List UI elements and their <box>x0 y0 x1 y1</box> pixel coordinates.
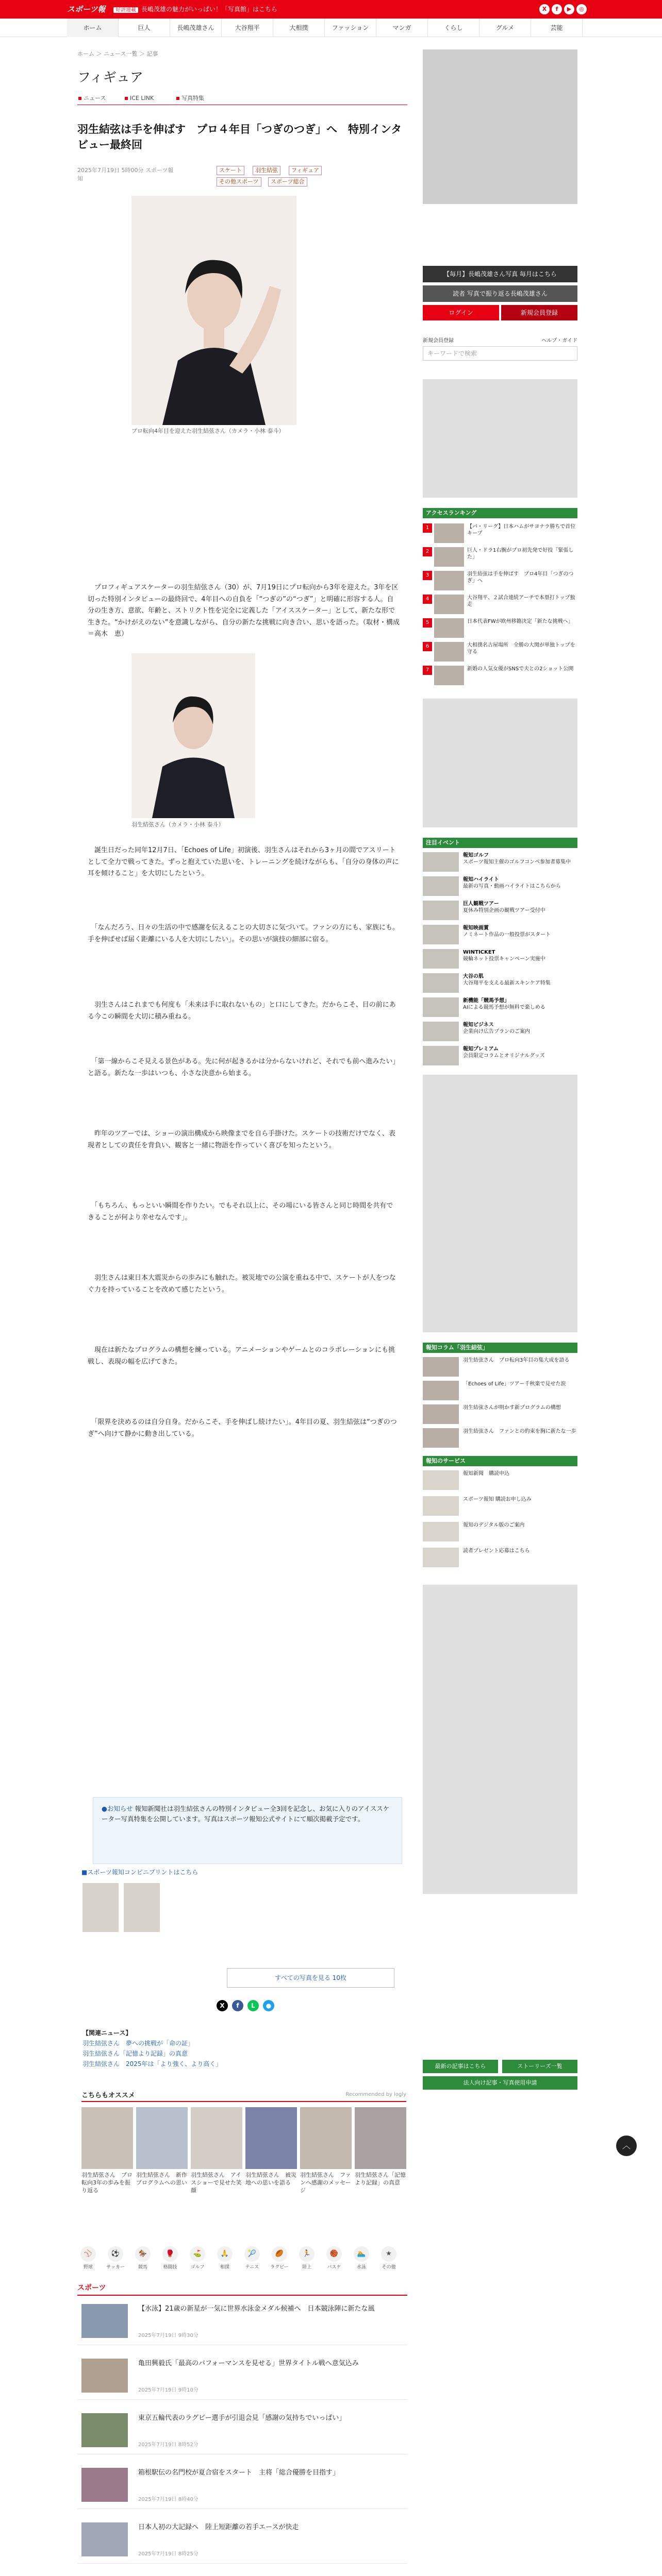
column-item[interactable] <box>423 1356 577 1378</box>
event-heading: 新機能「競馬予想」 <box>463 998 509 1004</box>
recommend-header <box>81 2090 406 2102</box>
recommend-card[interactable] <box>355 2107 406 2202</box>
site-logo[interactable]: スポーツ報 <box>67 5 106 14</box>
event-heading: 報知ハイライト <box>463 877 499 883</box>
register-button[interactable]: 新規会員登録 <box>501 305 577 320</box>
news-title: 亀田興毅氏「最高のパフォーマンスを見せる」世界タイトル戦へ意気込み <box>138 2360 359 2367</box>
x-social-icon[interactable]: X <box>539 4 550 14</box>
news-date: 2025年7月19日 8時52分 <box>138 2442 198 2448</box>
ranking-number: 5 <box>423 618 432 628</box>
news-title: 東京五輪代表のラグビー選手が引退会見「感謝の気持ちでいっぱい」 <box>138 2414 346 2422</box>
print-link-text[interactable]: ■スポーツ報知コンビニプリントはこちら <box>81 1869 198 1876</box>
notice-text: 報知新聞社は羽生結弦さんの特別インタビュー全3回を記念し、お気に入りのアイススケーター写真特集を公開しています。写真はスポーツ報知公式サイトにて順次掲載予定です。 <box>102 1805 390 1823</box>
news-item[interactable] <box>77 2462 407 2509</box>
sidebar-ad[interactable] <box>423 1075 577 1332</box>
article-paragraph: 昨年のツアーでは、ショーの演出構成から映像までを自ら手掛けた。スケートの技術だけでなく、表現者としての責任を背負い、観客と一緒に物語を作っていく喜びを知ったという。 <box>88 1130 395 1149</box>
all-photos-button[interactable]: すべての写真を見る 10枚 <box>227 1968 394 1988</box>
category-icon: ⛳ <box>190 2246 205 2262</box>
ranking-thumbnail <box>434 523 464 543</box>
ranking-item[interactable] <box>423 522 577 545</box>
category-icon: 🏀 <box>326 2246 342 2262</box>
category-label: 水泳 <box>356 2265 366 2270</box>
sidebar-promo-banner[interactable]: 【毎月】長嶋茂雄さん写真 毎月はこちら <box>423 266 577 282</box>
ranking-thumbnail <box>434 642 464 662</box>
notice-box <box>93 1797 402 1864</box>
sidebar-ad[interactable] <box>423 49 577 204</box>
event-item[interactable] <box>423 875 577 897</box>
event-thumbnail <box>423 901 459 920</box>
nav-item[interactable]: 大谷翔平 <box>222 19 273 37</box>
category-item[interactable] <box>378 2246 400 2270</box>
ranking-text: 巨人・ドラ1右腕がプロ初先発で好投「緊張した」 <box>467 548 574 560</box>
news-thumbnail <box>81 2468 128 2502</box>
news-thumbnail <box>81 2304 128 2338</box>
category-label: 陸上 <box>302 2265 311 2270</box>
event-thumbnail <box>423 973 459 993</box>
news-item[interactable] <box>77 2516 407 2564</box>
event-item[interactable] <box>423 900 577 921</box>
article-paragraph: 羽生さんは東日本大震災からの歩みにも触れた。被災地での公演を重ねる中で、スケートが人をつなぐ力を持っていることを改めて感じたという。 <box>88 1274 396 1294</box>
category-icon: ⚾ <box>80 2246 96 2262</box>
event-heading: 報知映画賞 <box>463 925 489 931</box>
article-paragraph: 現在は新たなプログラムの構想を練っている。アニメーションやゲームとのコラボレーションにも挑戦し、表現の幅を広げてきた。 <box>88 1346 395 1366</box>
category-label: 格闘技 <box>163 2265 177 2270</box>
keyword-tag[interactable]: 羽生結弦 <box>253 166 280 175</box>
ranking-text: 大相撲名古屋場所 全勝の大関が単独トップを守る <box>467 642 575 655</box>
category-item[interactable] <box>214 2246 236 2270</box>
column-item[interactable] <box>423 1403 577 1425</box>
service-item[interactable] <box>423 1495 577 1517</box>
news-item[interactable] <box>77 2571 407 2576</box>
keyword-tag[interactable]: スポーツ総合 <box>268 177 307 187</box>
ranking-item[interactable] <box>423 546 577 569</box>
account-link[interactable]: 新規会員登録 <box>423 338 454 344</box>
promo-text: 長嶋茂雄の魅力がいっぱい！「写真館」はこちら <box>141 6 278 13</box>
photo-caption-2: 羽生結弦さん（カメラ・小林 泰斗） <box>131 821 224 828</box>
tab-ice-link[interactable]: ICE LINK <box>124 93 154 104</box>
event-text: 夏休み特別企画の観戦ツアー受付中 <box>463 908 545 913</box>
print-link[interactable] <box>81 1868 198 1876</box>
nav-item[interactable]: マンガ <box>376 19 428 37</box>
nav-item[interactable]: ファッション <box>325 19 376 37</box>
news-thumbnail <box>81 2359 128 2393</box>
article-paragraph: 「なんだろう、日々の生活の中で感謝を伝えることの大切さに気づいて。ファンの方にも、家族にも。手を伸ばせば届く距離にいる人を大切にしたい」。その思いが演技の細部に宿る。 <box>88 924 399 943</box>
news-date: 2025年7月19日 9時10分 <box>138 2387 198 2393</box>
event-text: 会員限定コラムとオリジナルグッズ <box>463 1053 545 1059</box>
recommend-title: こちらもオススメ <box>81 2092 135 2099</box>
category-label: サッカー <box>106 2265 125 2270</box>
category-item[interactable] <box>323 2246 345 2270</box>
column-thumbnail <box>423 1404 459 1424</box>
category-item[interactable] <box>105 2246 126 2270</box>
event-item[interactable] <box>423 996 577 1018</box>
event-text: 最新の写真・動画ハイライトはこちらから <box>463 884 561 889</box>
nav-item[interactable]: ホーム <box>67 19 119 37</box>
category-item[interactable] <box>77 2246 99 2270</box>
category-icon: 🏊 <box>354 2246 369 2262</box>
sport-category-row <box>77 2246 407 2277</box>
category-label: ゴルフ <box>190 2265 205 2270</box>
service-thumbnail <box>423 1470 459 1490</box>
ranking-thumbnail <box>434 571 464 590</box>
recommend-card[interactable] <box>136 2107 188 2202</box>
category-icon: ⚽ <box>108 2246 123 2262</box>
event-text: ノミネート作品の一般投票がスタート <box>463 932 551 938</box>
ranking-text: 日本代表FWが欧州移籍決定「新たな挑戦へ」 <box>467 619 573 624</box>
event-item[interactable] <box>423 1021 577 1042</box>
back-to-top-button[interactable]: ︿ <box>616 2136 637 2156</box>
ranking-item[interactable] <box>423 594 577 616</box>
column-item[interactable] <box>423 1427 577 1449</box>
promo-tag: 好評連載 <box>113 7 138 13</box>
service-thumbnail <box>423 1496 459 1516</box>
recommend-card[interactable] <box>245 2107 297 2202</box>
category-item[interactable] <box>241 2246 263 2270</box>
column-text: 羽生結弦さん ファンとの約束を胸に新たな一歩 <box>463 1429 576 1434</box>
service-item[interactable] <box>423 1469 577 1491</box>
tab-news[interactable]: ニュース <box>77 93 106 104</box>
ranking-number: 7 <box>423 666 432 675</box>
category-icon: 🎾 <box>244 2246 260 2262</box>
share-x-icon[interactable]: X <box>217 2000 228 2011</box>
event-thumbnail <box>423 949 459 969</box>
event-text: AIによる競馬予想が無料で楽しめる <box>463 1005 545 1010</box>
article-paragraph: 誕生日だった同年12月7日、「Echoes of Life」初演後、羽生さんはそれから3ヶ月の間でアスリートとして全力で戦ってきた。ずっと抱えていた思いを、トレーニングを続けながらも、「自分の身体の声に耳を傾けること」を大切にしたという。 <box>88 846 399 877</box>
category-label: 競馬 <box>138 2265 147 2270</box>
article-photo-1[interactable] <box>131 196 296 425</box>
share-other-icon[interactable]: ● <box>263 2000 274 2011</box>
ranking-number: 4 <box>423 595 432 604</box>
event-heading: 報知プレミアム <box>463 1046 499 1052</box>
login-button[interactable]: ログイン <box>423 305 499 320</box>
instagram-social-icon[interactable]: ◎ <box>576 4 587 14</box>
recommend-card[interactable] <box>81 2107 133 2202</box>
recommend-card-text: 羽生結弦さん ファンへ感謝のメッセージ <box>300 2172 351 2194</box>
ranking-text: 新婚の人気女優がSNSで夫との2ショット公開 <box>467 666 574 672</box>
event-thumbnail <box>423 925 459 944</box>
section-tabs <box>77 93 407 105</box>
news-item[interactable] <box>77 2352 407 2400</box>
news-date: 2025年7月19日 8時25分 <box>138 2551 198 2557</box>
ranking-number: 6 <box>423 642 432 651</box>
article-date: 2025年7月19日 5時00分 スポーツ報知 <box>77 167 174 182</box>
photo-thumbnail[interactable] <box>124 1883 160 1932</box>
column-thumbnail <box>423 1381 459 1400</box>
news-date: 2025年7月19日 9時30分 <box>138 2333 198 2338</box>
ranking-text: 羽生結弦は手を伸ばす プロ4年目「つぎのつぎ」へ <box>467 571 574 584</box>
category-icon: ★ <box>381 2246 396 2262</box>
event-text: スポーツ報知主催のゴルフコンペ参加者募集中 <box>463 859 571 865</box>
sidebar-news-link[interactable]: 読者 写真で振り返る長嶋茂雄さん <box>423 285 577 302</box>
event-text: 大谷翔平を支える最新スキンケア特集 <box>463 980 551 986</box>
related-news <box>82 2028 400 2069</box>
share-facebook-icon[interactable]: f <box>232 2000 243 2011</box>
ranking-text: 大谷翔平、２試合連続アーチで本塁打トップ独走 <box>467 595 575 607</box>
event-thumbnail <box>423 997 459 1017</box>
column-text: 羽生結弦さんが明かす新プログラムの構想 <box>463 1405 561 1411</box>
nav-item[interactable]: くらし <box>428 19 479 37</box>
sidebar-ad[interactable] <box>423 699 577 827</box>
ranking-number: 1 <box>423 523 432 533</box>
column-header: 報知コラム「羽生結弦」 <box>423 1343 577 1353</box>
nav-item[interactable]: 芸能 <box>531 19 583 37</box>
keyword-tag[interactable]: スケート <box>217 166 244 175</box>
corporate-usage-button[interactable]: 法人向け記事・写真使用申請 <box>423 2076 577 2090</box>
photo-thumbnail[interactable] <box>82 1883 119 1932</box>
sports-header <box>77 2282 407 2296</box>
category-label: その他 <box>382 2265 396 2270</box>
category-label: ラグビー <box>270 2265 289 2270</box>
sidebar-ad[interactable] <box>423 1585 577 1894</box>
stories-button[interactable]: ストーリーズ一覧 <box>502 2060 577 2073</box>
ranking-thumbnail <box>434 618 464 638</box>
news-item[interactable] <box>77 2298 407 2345</box>
keyword-tag[interactable]: フィギュア <box>289 166 322 175</box>
event-item[interactable] <box>423 972 577 994</box>
youtube-social-icon[interactable]: ▶ <box>564 4 574 14</box>
event-item[interactable] <box>423 851 577 873</box>
nav-item[interactable]: グルメ <box>479 19 531 37</box>
article-paragraph: 「第一線からこそ見える景色がある。先に何が起きるかは分からないけれど、それでも前へ進みたい」と語る。新たな一歩はいつも、小さな決意から始まる。 <box>88 1058 400 1077</box>
category-item[interactable] <box>351 2246 372 2270</box>
news-thumbnail <box>81 2413 128 2447</box>
column-text: 「Echoes of Life」ツアー千秋楽で見せた涙 <box>463 1381 566 1387</box>
ranking-text: 【パ・リーグ】日本ハムがサヨナラ勝ちで首位キープ <box>467 524 576 536</box>
account-links <box>423 336 577 344</box>
category-item[interactable] <box>296 2246 318 2270</box>
event-item[interactable] <box>423 924 577 945</box>
category-item[interactable] <box>269 2246 290 2270</box>
category-icon: 🥊 <box>162 2246 178 2262</box>
category-icon: 🙏 <box>217 2246 233 2262</box>
related-link[interactable]: 羽生結弦さん 夢への挑戦が「命の証」 <box>82 2040 194 2047</box>
recommend-card-text: 羽生結弦さん 被災地への思いを語る <box>245 2172 296 2186</box>
related-link[interactable]: 羽生結弦さん 2025年は「より強く、より高く」 <box>82 2060 222 2067</box>
news-thumbnail <box>81 2522 128 2556</box>
latest-articles-button[interactable]: 最新の記事はこちら <box>423 2060 498 2073</box>
recommend-card-text: 羽生結弦さん プロ転向3年の歩みを振り返る <box>81 2172 133 2194</box>
related-title: 【関連ニュース】 <box>82 2029 132 2037</box>
nav-item[interactable]: 巨人 <box>119 19 170 37</box>
service-item[interactable] <box>423 1547 577 1568</box>
share-line-icon[interactable]: L <box>247 2000 259 2011</box>
news-title: 【水泳】21歳の新星が一気に世界水泳金メダル候補へ 日本競泳陣に新たな風 <box>138 2305 375 2313</box>
article-paragraph: プロフィギュアスケーターの羽生結弦さん（30）が、7月19日にプロ転向から3年を迎えた。3年を区切った特別インタビューの最終回で、4年目への自負を「“つぎの”の“つぎ”」と明確に形容する人。自分の生き方、意欲、年齢と、ストリクト性を完全に定義した「アイススケーター」として、新たな形で生きた。“かけがえのない”を意識しながら、自分の新たな挑戦に向き合い、思いを語った。（取材・構成＝高木 恵） <box>88 584 400 638</box>
news-title: 日本人初の大記録へ 陸上短距離の若手エースが快走 <box>138 2523 299 2531</box>
article-paragraph: 「限界を決めるのは自分自身。だからこそ、手を伸ばし続けたい」。4年目の夏、羽生結弦は“つぎのつぎ”へ向けて静かに動き出している。 <box>88 1418 397 1438</box>
recommend-powered: Recommended by logly <box>345 2092 406 2097</box>
nav-item[interactable]: 大相撲 <box>273 19 325 37</box>
recommend-card[interactable] <box>191 2107 242 2202</box>
search-input[interactable]: キーワードで検索 <box>423 346 577 361</box>
category-item[interactable] <box>159 2246 181 2270</box>
figure-skater-photo <box>131 196 296 425</box>
ranking-item[interactable] <box>423 617 577 640</box>
news-title: 箱根駅伝の名門校が夏合宿をスタート 主将「総合優勝を目指す」 <box>138 2469 340 2477</box>
ranking-number: 2 <box>423 547 432 556</box>
service-item[interactable] <box>423 1521 577 1543</box>
service-text: 報知新聞 購読申込 <box>463 1471 509 1477</box>
event-heading: WINTICKET <box>463 950 495 955</box>
recommend-card[interactable] <box>300 2107 352 2202</box>
column-item[interactable] <box>423 1380 577 1401</box>
category-label: バスケ <box>327 2265 341 2270</box>
recommend-card-text: 羽生結弦さん「記憶より記録」の真意 <box>355 2172 406 2186</box>
event-thumbnail <box>423 852 459 872</box>
article-title: 羽生結弦は手を伸ばす プロ４年目「つぎのつぎ」へ 特別インタビュー最終回 <box>77 123 402 151</box>
ranking-item[interactable] <box>423 641 577 664</box>
event-heading: 大谷の肌 <box>463 974 484 979</box>
header-promo-link[interactable] <box>113 4 277 14</box>
ranking-thumbnail <box>434 595 464 614</box>
figure-skater-photo-2 <box>131 653 255 818</box>
photo-caption-1: プロ転向4年目を迎えた羽生結弦さん（カメラ・小林 泰斗） <box>131 428 285 434</box>
notice-lead[interactable]: ●お知らせ <box>102 1805 133 1812</box>
service-thumbnail <box>423 1548 459 1567</box>
service-text: 読者プレゼント応募はこちら <box>463 1548 530 1554</box>
service-text: スポーツ報知 購読お申し込み <box>463 1497 532 1502</box>
column-thumbnail <box>423 1428 459 1448</box>
category-item[interactable] <box>187 2246 208 2270</box>
ranking-number: 3 <box>423 571 432 580</box>
news-item[interactable] <box>77 2407 407 2454</box>
article-paragraph: 羽生さんはこれまでも何度も「未来は手に取れないもの」と口にしてきた。だからこそ、目の前にある今この瞬間を大切に積み重ねる。 <box>88 1001 396 1021</box>
breadcrumb[interactable]: ホーム ＞ ニュース一覧 ＞ 記事 <box>77 50 158 57</box>
category-item[interactable] <box>132 2246 154 2270</box>
event-heading: 報知ゴルフ <box>463 853 489 858</box>
category-label: 野球 <box>83 2265 93 2270</box>
event-thumbnail <box>423 1046 459 1065</box>
article-paragraph: 「もちろん、もっといい瞬間を作りたい。でもそれ以上に、その場にいる皆さんと同じ時間を共有できることが何より幸せなんです」。 <box>88 1202 393 1222</box>
event-text: 競輪ネット投票キャンペーン実施中 <box>463 956 545 962</box>
sidebar-ad[interactable] <box>423 379 577 498</box>
category-icon: 🏉 <box>272 2246 287 2262</box>
category-label: テニス <box>245 2265 259 2270</box>
event-thumbnail <box>423 1022 459 1041</box>
sports-title: スポーツ <box>77 2284 106 2292</box>
event-heading: 報知ビジネス <box>463 1022 494 1028</box>
tab-photos[interactable]: 写真特集 <box>175 93 204 104</box>
nav-item[interactable]: 長嶋茂雄さん <box>170 19 222 37</box>
service-thumbnail <box>423 1522 459 1541</box>
account-link[interactable]: ヘルプ・ガイド <box>541 338 577 344</box>
main-nav <box>0 19 662 37</box>
event-text: 企業向け広告プランのご案内 <box>463 1029 530 1035</box>
events-header: 注目イベント <box>423 838 577 848</box>
event-item[interactable] <box>423 1045 577 1066</box>
related-link[interactable]: 羽生結弦さん「記憶より記録」の真意 <box>82 2050 188 2057</box>
ranking-thumbnail <box>434 666 464 685</box>
recommend-card-text: 羽生結弦さん 新作プログラムへの思い <box>136 2172 187 2186</box>
event-heading: 巨人観戦ツアー <box>463 901 499 907</box>
ranking-item[interactable] <box>423 570 577 592</box>
category-icon: 🏇 <box>135 2246 151 2262</box>
category-icon: 🏃 <box>299 2246 315 2262</box>
category-label: 相撲 <box>220 2265 229 2270</box>
service-text: 報知のデジタル版のご案内 <box>463 1522 525 1528</box>
ranking-item[interactable] <box>423 665 577 687</box>
column-text: 羽生結弦さん プロ転向3年目の集大成を語る <box>463 1358 570 1363</box>
recommend-card-text: 羽生結弦さん アイスショーで見せた笑顔 <box>191 2172 242 2194</box>
event-thumbnail <box>423 876 459 896</box>
keyword-tag[interactable]: その他スポーツ <box>217 177 261 187</box>
ranking-header: アクセスランキング <box>423 508 577 518</box>
column-thumbnail <box>423 1357 459 1377</box>
news-date: 2025年7月19日 8時40分 <box>138 2497 198 2502</box>
facebook-social-icon[interactable]: f <box>552 4 562 14</box>
article-photo-2[interactable] <box>131 653 255 818</box>
ranking-thumbnail <box>434 547 464 567</box>
event-item[interactable] <box>423 948 577 970</box>
section-title: フィギュア <box>77 70 143 86</box>
service-header: 報知のサービス <box>423 1456 577 1466</box>
top-header <box>0 0 662 19</box>
